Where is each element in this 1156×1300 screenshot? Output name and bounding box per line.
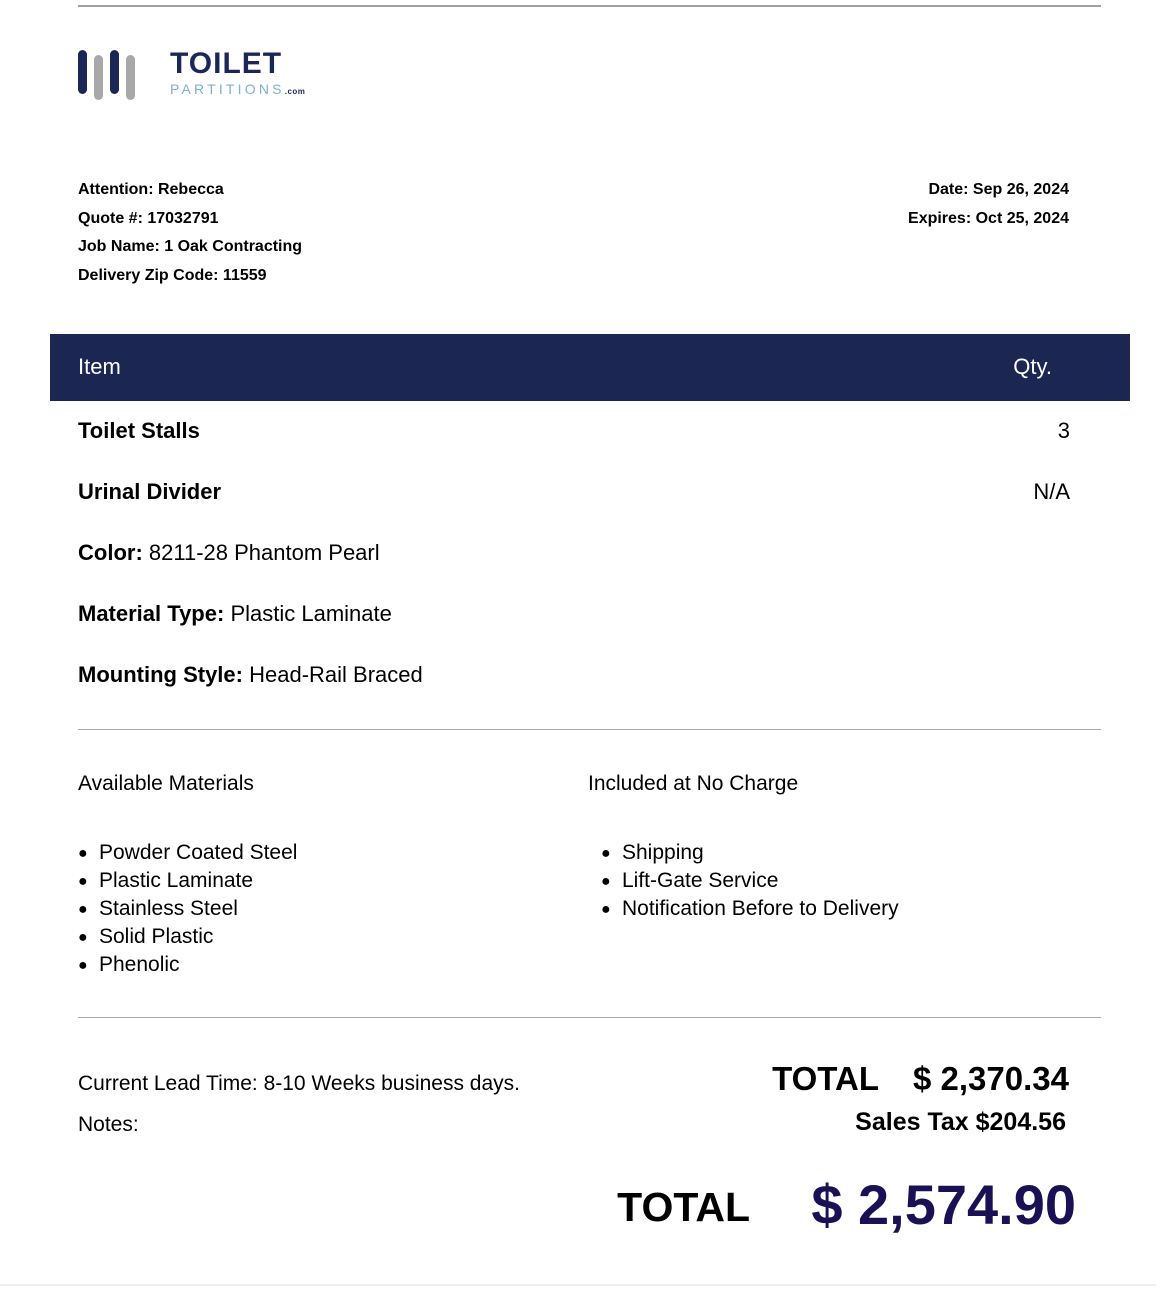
spec-label: Mounting Style: bbox=[78, 662, 243, 687]
column-header-item: Item bbox=[78, 354, 121, 379]
list-item: ● Lift-Gate Service bbox=[601, 867, 899, 895]
available-materials-list bbox=[78, 839, 297, 979]
company-logo bbox=[78, 48, 338, 102]
grand-total-label: TOTAL bbox=[617, 1184, 750, 1230]
spec-color bbox=[78, 538, 1070, 568]
subtotal-value: $ 2,370.34 bbox=[913, 1060, 1069, 1097]
subtotal-label: TOTAL bbox=[772, 1060, 880, 1097]
list-item: ● Plastic Laminate bbox=[78, 867, 297, 895]
list-item: ● Stainless Steel bbox=[78, 895, 297, 923]
available-materials-title: Available Materials bbox=[78, 772, 254, 795]
spec-label: Color: bbox=[78, 540, 143, 565]
quote-info bbox=[78, 179, 302, 294]
section-divider bbox=[78, 729, 1101, 730]
logo-suffix: .com bbox=[284, 87, 306, 96]
section-divider bbox=[78, 1017, 1101, 1018]
spec-value: Head-Rail Braced bbox=[249, 662, 423, 687]
logo-title: TOILET bbox=[170, 47, 283, 80]
table-row bbox=[78, 416, 1070, 446]
table-row bbox=[78, 477, 1070, 507]
quote-number: Quote #: 17032791 bbox=[78, 209, 219, 227]
spec-material-type bbox=[78, 599, 1070, 629]
list-item: ● Powder Coated Steel bbox=[78, 839, 297, 867]
notes-label: Notes: bbox=[78, 1112, 139, 1136]
spec-mounting-style bbox=[78, 660, 1070, 690]
quote-dates bbox=[908, 179, 1069, 236]
spec-label: Material Type: bbox=[78, 601, 225, 626]
items-table-header bbox=[50, 334, 1130, 401]
item-qty: 3 bbox=[1057, 418, 1070, 443]
attention: Attention: Rebecca bbox=[78, 181, 224, 198]
top-divider bbox=[78, 5, 1101, 7]
delivery-zip: Delivery Zip Code: 11559 bbox=[78, 267, 267, 285]
quote-expires: Expires: Oct 25, 2024 bbox=[908, 209, 1069, 227]
grand-total-value: $ 2,574.90 bbox=[811, 1173, 1076, 1236]
quote-date: Date: Sep 26, 2024 bbox=[928, 181, 1069, 198]
bottom-divider bbox=[0, 1284, 1156, 1286]
logo-subtitle: PARTITIONS.com bbox=[170, 81, 306, 97]
sales-tax: Sales Tax $204.56 bbox=[855, 1108, 1066, 1136]
list-item: ● Notification Before to Delivery bbox=[601, 895, 899, 923]
lead-time-notes bbox=[78, 1064, 528, 1145]
lead-time: Current Lead Time: 8-10 Weeks business days. bbox=[78, 1072, 520, 1095]
spec-value: Plastic Laminate bbox=[230, 601, 392, 626]
spec-value: 8211-28 Phantom Pearl bbox=[148, 540, 380, 565]
list-item: ● Solid Plastic bbox=[78, 923, 297, 951]
logo-bars-icon bbox=[78, 50, 138, 100]
included-list bbox=[601, 839, 899, 923]
column-header-qty: Qty. bbox=[1013, 354, 1052, 379]
included-title: Included at No Charge bbox=[588, 772, 799, 795]
job-name: Job Name: 1 Oak Contracting bbox=[78, 238, 303, 256]
subtotal bbox=[772, 1060, 1069, 1098]
list-item: ● Shipping bbox=[601, 839, 899, 867]
item-name: Toilet Stalls bbox=[78, 418, 200, 443]
item-qty: N/A bbox=[1033, 479, 1070, 504]
item-name: Urinal Divider bbox=[78, 479, 222, 504]
list-item: ● Phenolic bbox=[78, 951, 297, 979]
